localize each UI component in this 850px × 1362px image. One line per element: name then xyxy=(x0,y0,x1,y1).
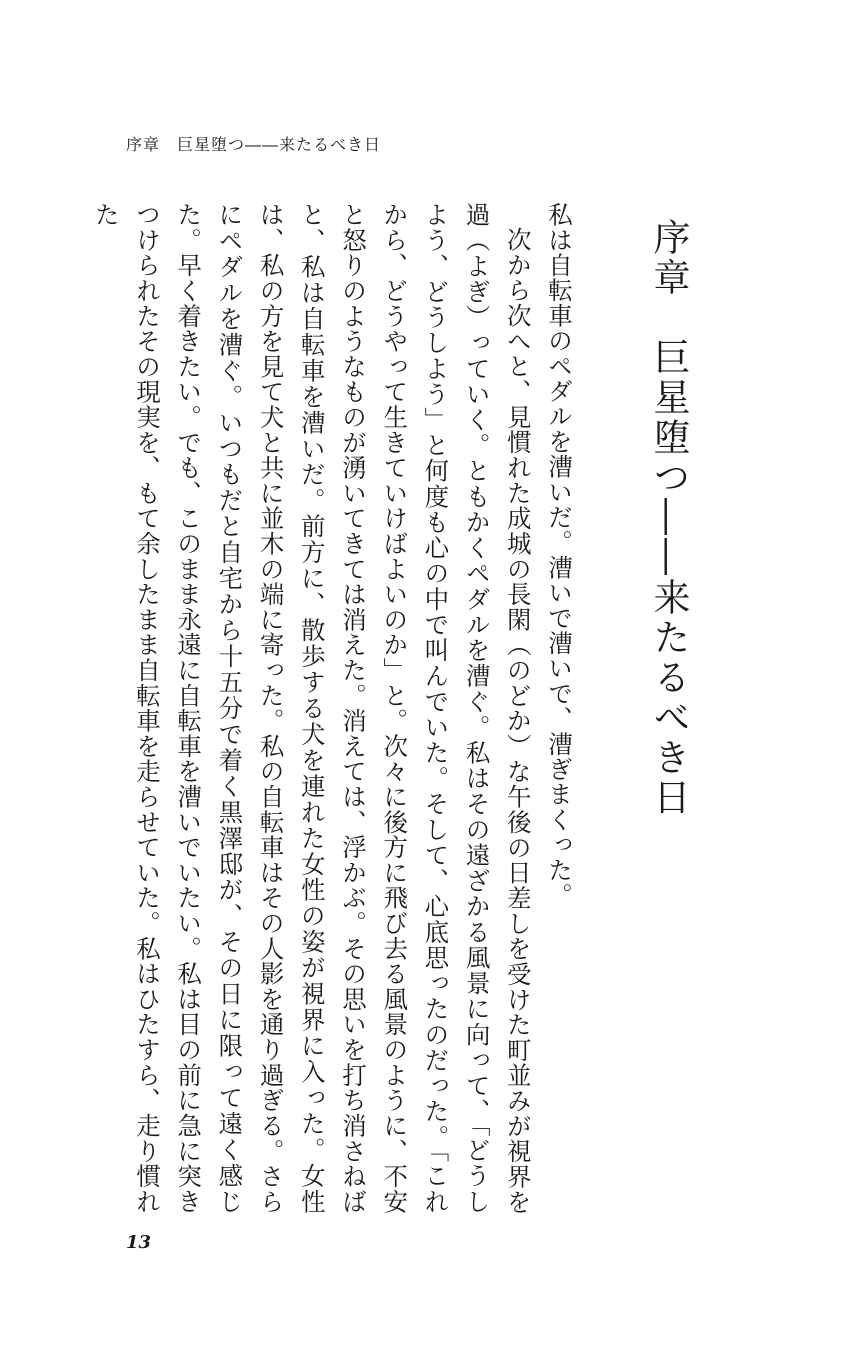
paragraph-1: 私は自転車のペダルを漕いだ。漕いで漕いで、漕ぎまくった。 xyxy=(545,202,574,908)
body-text xyxy=(91,202,580,1214)
page-number: 13 xyxy=(126,1232,152,1253)
chapter-title: 序章 巨星堕つ――来たるべき日 xyxy=(647,218,690,818)
running-head: 序章 巨星堕つ――来たるべき日 xyxy=(126,135,382,154)
paragraph-2: 次から次へと、見慣れた成城の長閑（のどか）な午後の日差しを受けた町並みが視界を過（よぎ）っていく。ともかくペダルを漕ぐ。私はその遠ざかる風景に向って、「どうしよう、どうしよう」と何度も心の中で叫んでいた。そして、心底思ったのだった。「これから、どうやって生きていけばよいのか」と。次々に後方に飛び去る風景のように、不安と怒りのようなものが湧いてきては消えた。消えては、浮かぶ。その思いを打ち消さねばと、私は自転車を漕いだ。前方に、散歩する犬を連れた女性の姿が視界に入った。女性は、私の方を見て犬と共に並木の端に寄った。私の自転車はその人影を通り過ぎる。さらにペダルを漕ぐ。いつもだと自宅から十五分で着く黒澤邸が、その日に限って遠く感じた。早く着きたい。でも、このまま永遠に自転車を漕いでいたい。私は目の前に急に突きつけられたその現実を、もて余したまま自転車を走らせていた。私はひたすら、走り慣れた xyxy=(91,202,533,1214)
